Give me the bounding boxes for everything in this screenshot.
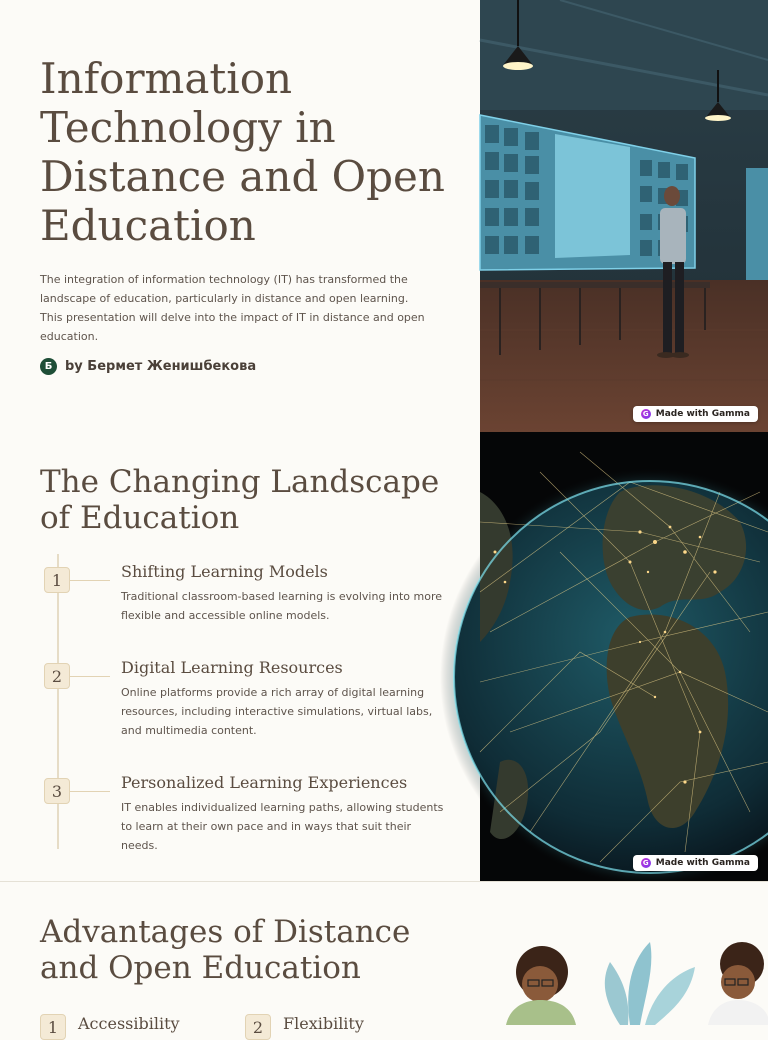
advantage-title: Accessibility bbox=[78, 1014, 180, 1033]
timeline-number: 3 bbox=[44, 778, 70, 804]
timeline-number: 2 bbox=[44, 663, 70, 689]
advantage-title: Flexibility bbox=[283, 1014, 364, 1033]
section-title: The Changing Landscape of Education bbox=[40, 464, 440, 536]
section-title: Advantages of Distance and Open Education bbox=[40, 914, 411, 986]
author-name: by Бермет Женишбекова bbox=[65, 359, 257, 374]
globe-image bbox=[480, 432, 768, 881]
students-illustration bbox=[480, 882, 768, 1025]
slide-advantages bbox=[0, 881, 768, 1037]
advantage-number: 2 bbox=[245, 1014, 271, 1040]
gamma-logo-icon: G bbox=[641, 858, 651, 868]
slide-changing-landscape bbox=[0, 432, 768, 881]
author-avatar: Б bbox=[40, 358, 57, 375]
advantage-item bbox=[40, 1014, 180, 1040]
globe-illustration bbox=[480, 432, 768, 881]
author-line bbox=[40, 358, 256, 375]
students-image bbox=[480, 882, 768, 1025]
classroom-image bbox=[480, 0, 768, 432]
timeline-number: 1 bbox=[44, 567, 70, 593]
timeline-connector bbox=[70, 676, 110, 677]
page-title: Information Technology in Distance and Open Education bbox=[40, 54, 445, 250]
timeline-line bbox=[57, 554, 59, 849]
timeline-description: Online platforms provide a rich array of digital learning resources, including interactive simulations, virtual labs, and multimedia content. bbox=[121, 686, 433, 737]
slide-title bbox=[0, 0, 768, 432]
gamma-logo-icon: G bbox=[641, 409, 651, 419]
timeline-connector bbox=[70, 791, 110, 792]
gamma-badge-label: Made with Gamma bbox=[655, 409, 750, 419]
advantage-item bbox=[245, 1014, 364, 1040]
made-with-gamma-badge[interactable] bbox=[633, 855, 758, 871]
timeline-title: Digital Learning Resources bbox=[121, 658, 343, 677]
intro-paragraph: The integration of information technology (IT) has transformed the landscape of education, particularly in distance and open learning. This presentation will delve into the impact of IT in distance and open education. bbox=[40, 273, 425, 343]
timeline-description: IT enables individualized learning paths, allowing students to learn at their own pace and in ways that suit their needs. bbox=[121, 801, 444, 852]
timeline-title: Shifting Learning Models bbox=[121, 562, 328, 581]
advantage-number: 1 bbox=[40, 1014, 66, 1040]
gamma-badge-label: Made with Gamma bbox=[655, 858, 750, 868]
made-with-gamma-badge[interactable] bbox=[633, 406, 758, 422]
timeline-title: Personalized Learning Experiences bbox=[121, 773, 408, 792]
timeline-description: Traditional classroom-based learning is evolving into more flexible and accessible online models. bbox=[121, 590, 442, 622]
timeline-connector bbox=[70, 580, 110, 581]
classroom-illustration bbox=[480, 0, 768, 432]
